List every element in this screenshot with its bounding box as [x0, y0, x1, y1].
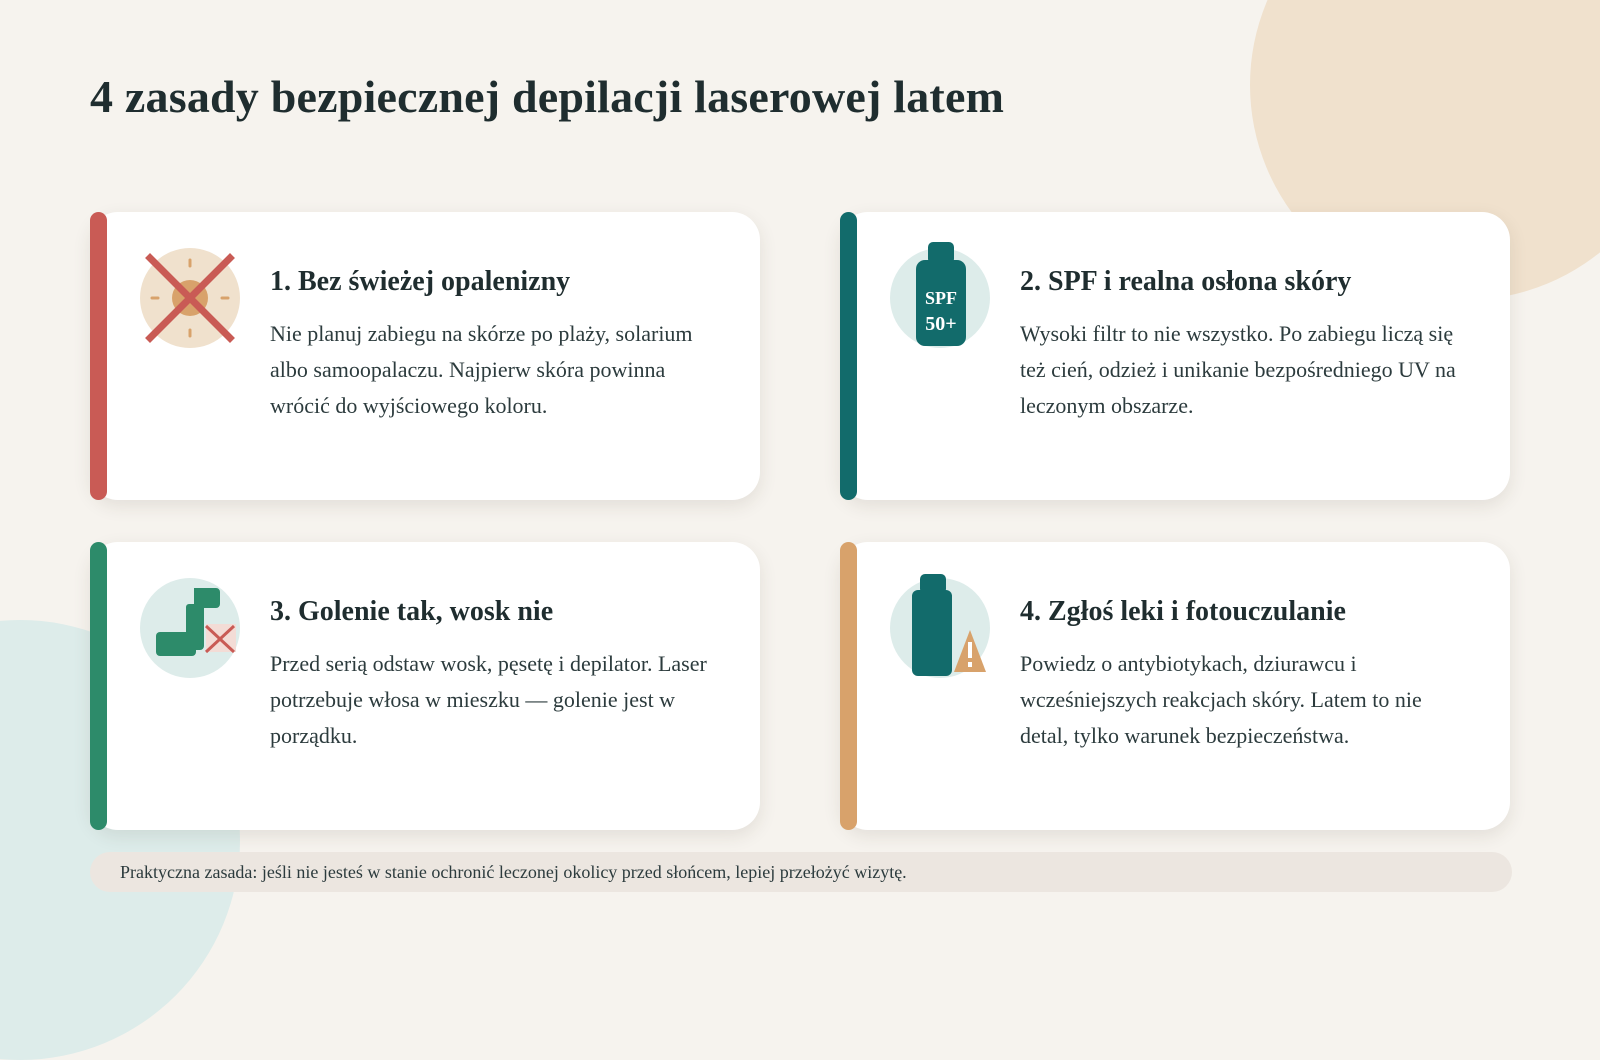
sun-crossed-icon	[138, 246, 242, 350]
rule-card-shaving	[90, 542, 760, 830]
card-title: 2. SPF i realna osłona skóry	[1020, 266, 1352, 297]
spf-label: SPF	[924, 288, 958, 308]
card-body: Wysoki filtr to nie wszystko. Po zabiegu liczą się też cień, odzież i unikanie bezpośredniego UV na leczonym obszarze.	[1020, 321, 1456, 418]
card-accent-stripe	[840, 212, 857, 500]
card-title: 3. Golenie tak, wosk nie	[270, 596, 554, 627]
sunscreen-bottle-icon	[888, 246, 992, 350]
card-accent-stripe	[90, 542, 107, 830]
rule-card-spf	[840, 212, 1510, 500]
page-title: 4 zasady bezpiecznej depilacji laserowej latem	[90, 71, 1005, 122]
razor-no-wax-icon	[138, 576, 242, 680]
card-title: 4. Zgłoś leki i fotouczulanie	[1020, 596, 1346, 627]
card-body: Powiedz o antybiotykach, dziurawcu i wcześniejszych reakcjach skóry. Latem to nie detal, tylko warunek bezpieczeństwa.	[1020, 651, 1422, 748]
card-body: Nie planuj zabiegu na skórze po plaży, solarium albo samoopalaczu. Najpierw skóra powinna wrócić do wyjściowego koloru.	[270, 321, 693, 418]
rule-card-no-tan	[90, 212, 760, 500]
footer-tip: Praktyczna zasada: jeśli nie jesteś w stanie ochronić leczonej okolicy przed słońcem, lepiej przełożyć wizytę.	[90, 852, 1512, 892]
card-body: Przed serią odstaw wosk, pęsetę i depilator. Laser potrzebuje włosa w mieszku — golenie jest w porządku.	[270, 651, 707, 748]
card-accent-stripe	[840, 542, 857, 830]
spf-value: 50+	[925, 313, 957, 335]
card-accent-stripe	[90, 212, 107, 500]
rule-card-medication	[840, 542, 1510, 830]
medicine-warning-icon	[888, 576, 992, 680]
card-title: 1. Bez świeżej opalenizny	[270, 266, 571, 297]
